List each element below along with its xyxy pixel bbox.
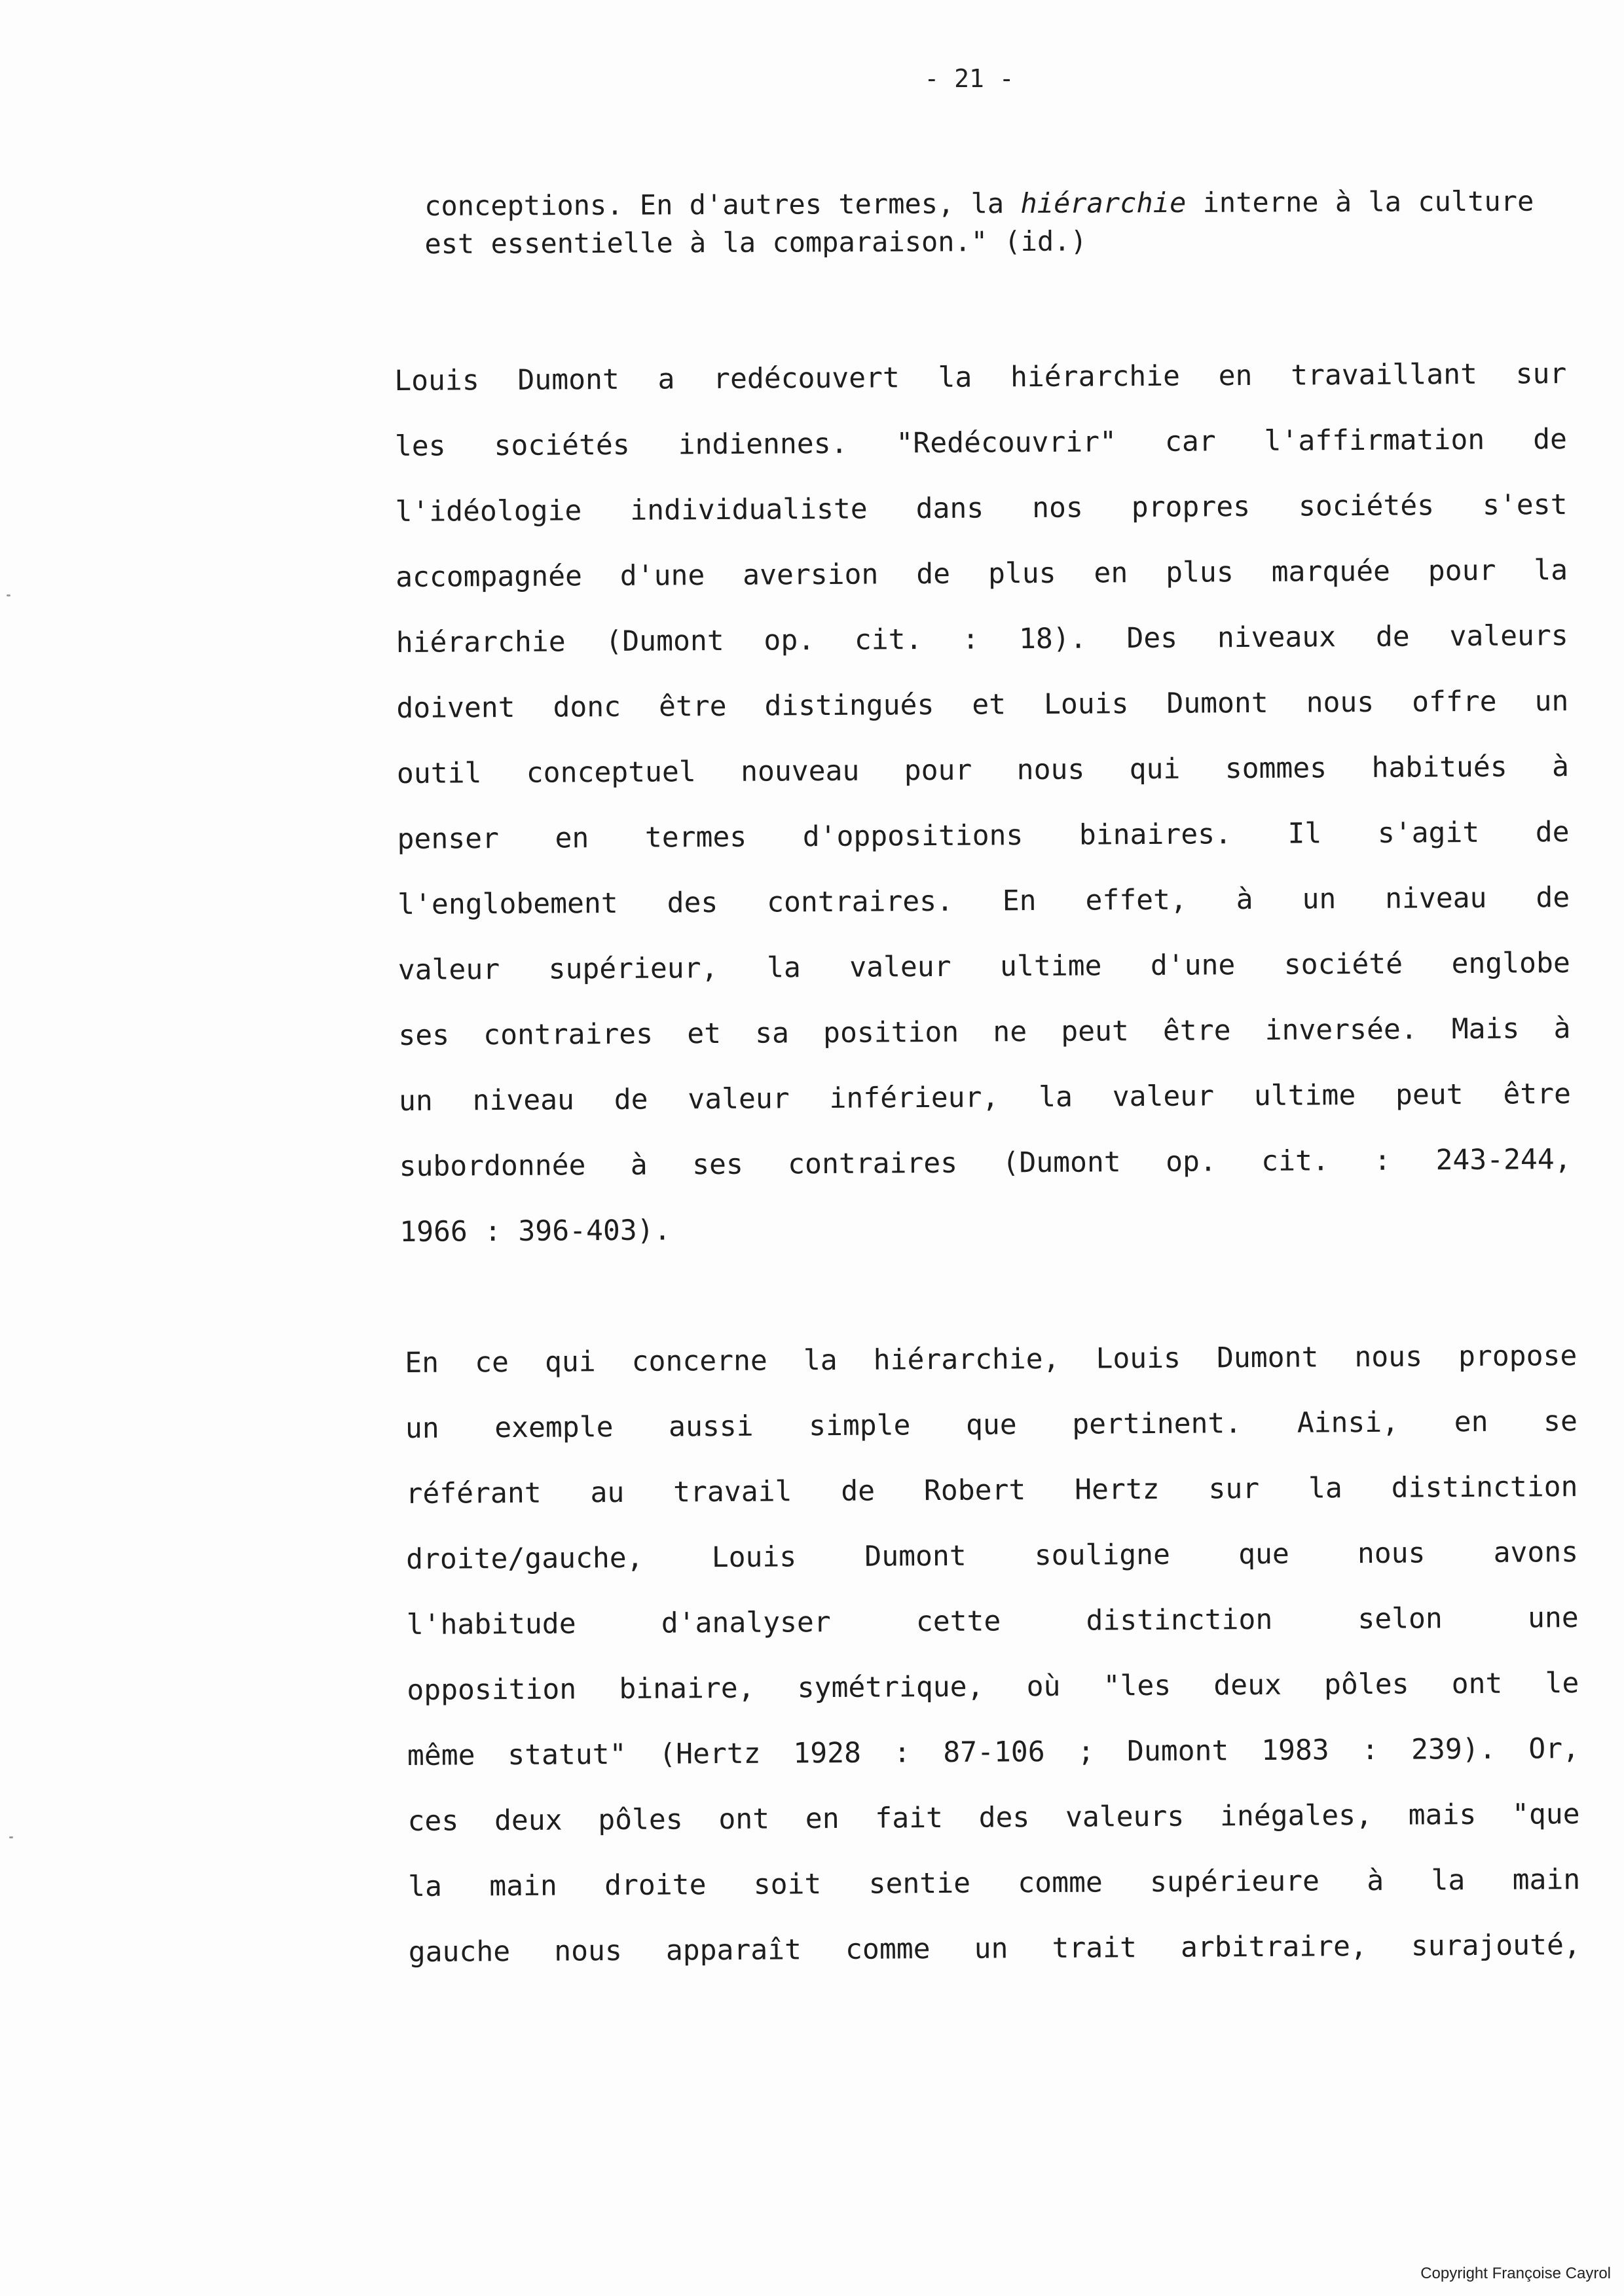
text-line: accompagnée d'une aversion de plus en plus marquée pour la <box>395 554 1568 594</box>
copyright-notice: Copyright Françoise Cayrol <box>1420 2265 1611 2282</box>
text-line: valeur supérieur, la valeur ultime d'une société englobe <box>397 947 1570 987</box>
page-number: - 21 - <box>924 64 1014 93</box>
text-line: gauche nous apparaît comme un trait arbitraire, surajouté, <box>408 1929 1581 1969</box>
quote-line <box>424 183 1534 225</box>
text-line: droite/gauche, Louis Dumont souligne que nous avons <box>405 1536 1579 1576</box>
text-line: 1966 : 396-403). <box>399 1214 671 1248</box>
text-line: Louis Dumont a redécouvert la hiérarchie en travaillant sur <box>394 357 1567 397</box>
text-line: opposition binaire, symétrique, où "les deux pôles ont le <box>407 1667 1579 1707</box>
scan-speck <box>9 1836 13 1838</box>
text-line: référant au travail de Robert Hertz sur la distinction <box>405 1470 1578 1510</box>
emphasized-term: hiérarchie <box>1020 186 1187 220</box>
text-line: En ce qui concerne la hiérarchie, Louis Dumont nous propose <box>405 1339 1578 1379</box>
text-line: penser en termes d'oppositions binaires. Il s'agit de <box>397 816 1570 856</box>
block-quote <box>424 183 1534 263</box>
quote-text: conceptions. En d'autres termes, la <box>424 187 1021 222</box>
text-line: même statut" (Hertz 1928 : 87-106 ; Dumont 1983 : 239). Or, <box>407 1732 1580 1772</box>
paragraph-right-left-distinction <box>405 1323 1581 1985</box>
text-line: la main droite soit sentie comme supérieure à la main <box>408 1863 1581 1903</box>
text-line: ses contraires et sa position ne peut être inversée. Mais à <box>398 1012 1571 1052</box>
text-line: les sociétés indiennes. "Redécouvrir" car l'affirmation de <box>394 423 1568 463</box>
text-line: ces deux pôles ont en fait des valeurs inégales, mais "que <box>407 1798 1580 1838</box>
text-line: doivent donc être distingués et Louis Dumont nous offre un <box>396 685 1569 725</box>
quote-text: interne à la culture <box>1186 185 1534 219</box>
text-line: un exemple aussi simple que pertinent. Ainsi, en se <box>405 1405 1578 1445</box>
text-line: l'englobement des contraires. En effet, à un niveau de <box>397 881 1570 921</box>
scan-speck <box>7 594 10 596</box>
text-line: un niveau de valeur inférieur, la valeur ultime peut être <box>398 1078 1572 1118</box>
text-line: l'habitude d'analyser cette distinction selon une <box>406 1601 1579 1641</box>
quote-line: est essentielle à la comparaison." (id.) <box>424 225 1087 260</box>
text-line: hiérarchie (Dumont op. cit. : 18). Des niveaux de valeurs <box>396 619 1568 659</box>
text-line: l'idéologie individualiste dans nos propres sociétés s'est <box>395 488 1568 528</box>
text-line: outil conceptuel nouveau pour nous qui sommes habitués à <box>396 750 1570 790</box>
text-line: subordonnée à ses contraires (Dumont op. cit. : 243-244, <box>399 1143 1572 1183</box>
paragraph-dumont-hierarchy <box>394 341 1572 1265</box>
